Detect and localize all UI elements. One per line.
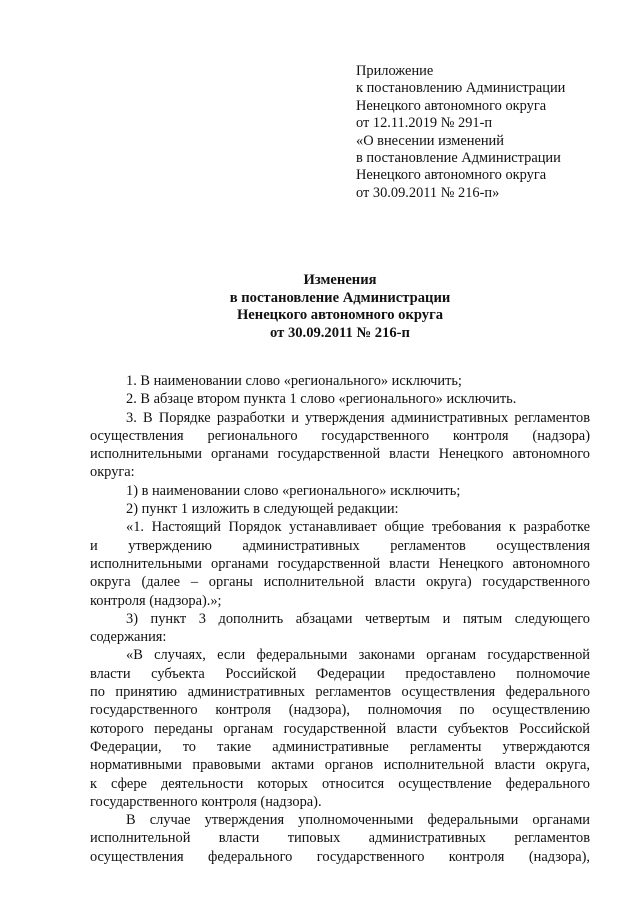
appendix-header xyxy=(356,63,626,202)
appendix-line: Приложение xyxy=(356,63,434,79)
text-line: 3) пункт 3 дополнить абзацами четвертым и пятым следующего xyxy=(126,610,590,627)
text-line: округа (далее – органы исполнительной власти округа) государственного xyxy=(90,574,590,591)
text-line: исполнительной власти типовых административных регламентов xyxy=(90,830,590,847)
text-line: осуществления регионального государственного контроля (надзора) xyxy=(90,427,590,444)
text-line: Федерации, то такие административные регламенты утверждаются xyxy=(90,738,590,755)
text-line: «1. Настоящий Порядок устанавливает общие требования к разработке xyxy=(126,519,590,536)
title-line: Изменения xyxy=(303,272,377,288)
text-line: исполнительными органами государственной власти Ненецкого автономного xyxy=(90,446,590,463)
paragraph-subitem-3 xyxy=(90,610,590,647)
text-line: и утверждению административных регламентов осуществления xyxy=(90,537,590,554)
appendix-line: «О внесении изменений xyxy=(356,132,504,149)
text-line: власти субъекта Российской Федерации предоставлено полномочие xyxy=(90,665,590,682)
paragraph-item-2: 2. В абзаце втором пункта 1 слово «регионального» исключить. xyxy=(126,391,517,408)
paragraph-quote-2 xyxy=(90,646,590,811)
text-line: 3. В Порядке разработки и утверждения административных регламентов xyxy=(126,409,590,426)
paragraph-quote-1 xyxy=(90,518,590,609)
paragraph-item-1: 1. В наименовании слово «регионального» исключить; xyxy=(126,373,462,389)
text-line: государственного контроля (надзора), полномочия по осуществлению xyxy=(90,702,590,719)
paragraph-subitem-2: 2) пункт 1 изложить в следующей редакции: xyxy=(126,501,399,518)
title-line: Ненецкого автономного округа xyxy=(236,307,444,324)
appendix-line: Ненецкого автономного округа xyxy=(356,167,547,184)
text-line: контроля (надзора).»; xyxy=(90,592,222,609)
appendix-line: от 30.09.2011 № 216-п» xyxy=(356,184,500,201)
appendix-line: Ненецкого автономного округа xyxy=(356,97,547,114)
text-line: содержания: xyxy=(90,629,167,646)
text-line: по принятию административных регламентов осуществления федерального xyxy=(90,684,590,701)
title-line: в постановление Администрации xyxy=(229,289,451,306)
appendix-line: в постановление Администрации xyxy=(356,150,561,167)
document-body xyxy=(90,372,590,866)
text-line: государственного контроля (надзора). xyxy=(90,793,322,810)
appendix-line: от 12.11.2019 № 291-п xyxy=(356,115,493,132)
appendix-line: к постановлению Администрации xyxy=(356,80,566,97)
text-line: округа: xyxy=(90,464,135,481)
paragraph-subitem-1: 1) в наименовании слово «регионального» исключить; xyxy=(126,482,461,499)
text-line: осуществления федерального государственного контроля (надзора), xyxy=(90,848,590,865)
text-line: нормативными правовыми актами органов исполнительной власти округа, xyxy=(90,757,590,774)
title-line: от 30.09.2011 № 216-п xyxy=(270,324,410,341)
text-line: В случае утверждения уполномоченными федеральными органами xyxy=(126,812,590,829)
text-line: «В случаях, если федеральными законами органам государственной xyxy=(126,647,590,664)
document-title xyxy=(90,272,590,342)
text-line: к сфере деятельности которых относится осуществление федерального xyxy=(90,775,590,792)
text-line: исполнительными органами государственной власти Ненецкого автономного xyxy=(90,555,590,572)
paragraph-quote-3 xyxy=(90,811,590,866)
text-line: которого переданы органам государственной власти субъектов Российской xyxy=(90,720,590,737)
paragraph-item-3 xyxy=(90,409,590,482)
